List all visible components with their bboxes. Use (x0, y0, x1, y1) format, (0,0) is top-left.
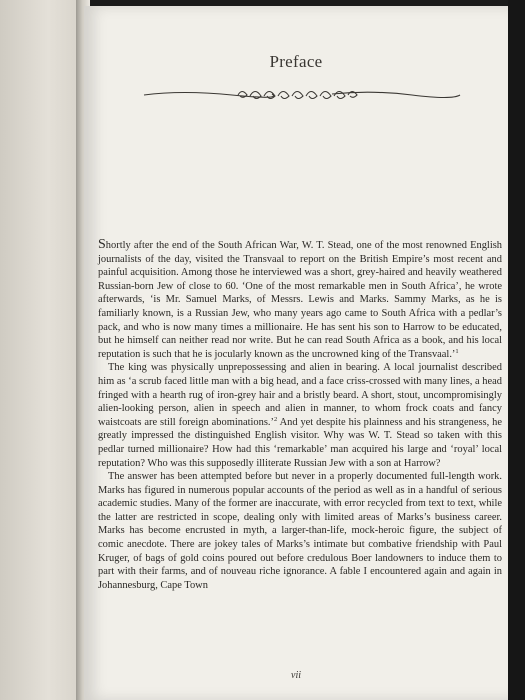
facing-page (0, 0, 80, 700)
paragraph-2: The king was physically unprepossessing and alien in bearing. A local journalist described him as ‘a scrub faced little man with a big head, and a face criss-crossed with many lines, a head fringed with a hearth rug of iron-grey hair and a bristly beard. A short, stout, uncompromisingly alien-looking person, alien in speech and alien in manner, to whom frock coats and fancy waistcoats are still foreign abominations.’$^2$ And yet despite his plainness and his strangeness, he greatly impressed the distinguished English visitor. Why was W. T. Stead so taken with this pedlar turned millionaire? How had this ‘remarkable’ man acquired his large and ‘royal’ local reputation? Who was this supposedly illiterate Russian Jew with a son at Harrow? (98, 362, 502, 469)
body-text (98, 239, 502, 592)
paragraph-3: The answer has been attempted before but never in a properly documented full-length work. Marks has figured in numerous popular accounts of the period as well as in a handful of serious academic studies. Many of the former are inaccurate, with error recycled from text to text, while the latter are restricted in scope, dealing only with limited areas of Marks’s business career. Marks has become encrusted in myth, a larger-than-life, mock-heroic figure, the subject of comic anecdote. There are jokey tales of Marks’s intimate but combative friendship with Paul Kruger, of bags of gold coins poured out before credulous Boer landowners to induce them to part with their farms, and of nouveau riche ignorance. A fable I encountered again and again in Johannesburg, Cape Town (98, 471, 502, 591)
book-page (84, 6, 508, 700)
background-edge (508, 0, 525, 700)
footnote-marker[interactable]: 2 (273, 415, 278, 423)
page-number: vii (291, 670, 301, 681)
footnote-marker[interactable]: 1 (455, 347, 459, 355)
drop-cap: S (98, 237, 106, 252)
ornament-divider (142, 84, 462, 106)
paragraph-1: Shortly after the end of the South African War, W. T. Stead, one of the most renowned English journalists of the day, visited the Transvaal to report on the British Empire’s most recent and painful acquisition. Among those he interviewed was a short, grey-haired and heavily weathered Russian-born Jew of close to 60. ‘One of the most remarkable men in South Africa’, he wrote afterwards, ‘is Mr. Samuel Marks, of Messrs. Lewis and Marks. Sammy Marks, as he is familiarly known, is a Russian Jew, who many years ago came to South Africa with a pedlar’s pack, and who is now many times a millionaire. He has sent his son to Harrow to be educated, but he himself can neither read nor write. But he can read South Africa as a book, and his local reputation is such that he is jocularly known as the uncrowned king of the Transvaal.’$^1$ (98, 237, 502, 360)
chapter-title: Preface (269, 52, 323, 71)
